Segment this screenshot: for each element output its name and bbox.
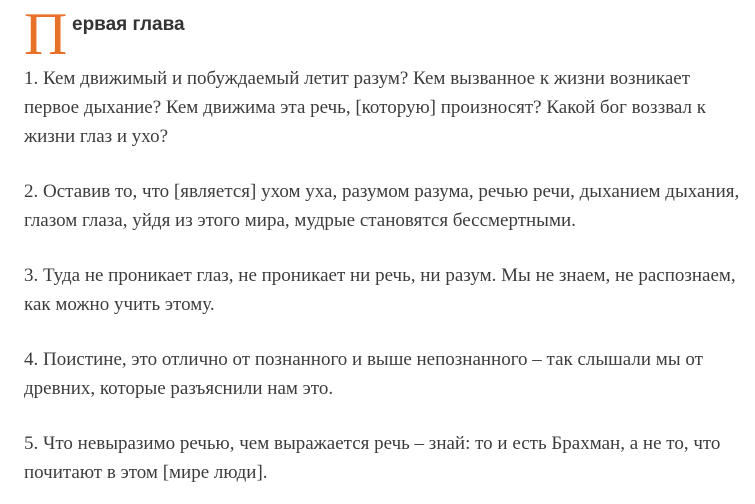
chapter-heading: [24, 0, 741, 67]
verse-2: 2. Оставив то, что [является] ухом уха, разумом разума, речью речи, дыханием дыхания, глазом глаза, уйдя из этого мира, мудрые становятся бессмертными.: [24, 181, 740, 231]
chapter-title: ервая глава: [72, 14, 185, 35]
drop-cap: П: [24, 1, 68, 67]
verse-1: 1. Кем движимый и побуждаемый летит разум? Кем вызванное к жизни возникает первое дыхание? Кем движима эта речь, [которую] произносят? Какой бог воззвал к жизни глаз и ухо?: [24, 68, 706, 147]
verse-3: 3. Туда не проникает глаз, не проникает ни речь, ни разум. Мы не знаем, не распознаем, как можно учить этому.: [24, 265, 736, 315]
verse-4: 4. Поистине, это отлично от познанного и выше непознанного – так слышали мы от древних, которые разъяснили нам это.: [24, 349, 703, 399]
verse-5: 5. Что невыразимо речью, чем выражается речь – знай: то и есть Брахман, а не то, что почитают в этом [мире люди].: [24, 433, 721, 483]
